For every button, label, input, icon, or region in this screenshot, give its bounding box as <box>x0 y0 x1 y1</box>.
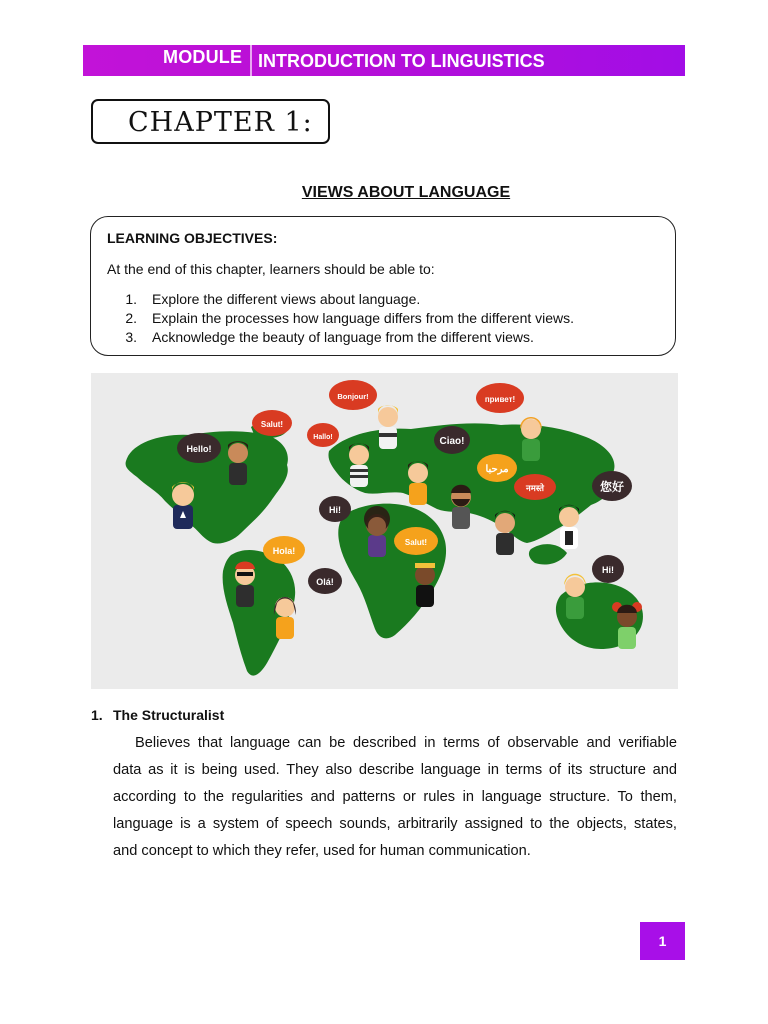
paragraph-line: Believes that language can be described in terms of observable and verifiable <box>135 735 677 751</box>
chapter-label: CHAPTER 1: <box>128 107 313 138</box>
greeting-hi-bubble: Hi! <box>602 565 614 575</box>
module-banner <box>83 45 685 76</box>
section-heading-text: The Structuralist <box>113 707 225 723</box>
greeting-marhaba-bubble: مرحبا <box>485 464 509 475</box>
greeting-hello-bubble: Hello! <box>186 444 212 454</box>
paragraph-line: data as it is being used. They also describe language in terms of its structure and <box>113 762 677 778</box>
objective-item <box>107 328 574 347</box>
paragraph-line: language is a system of speech sounds, arbitrarily assigned to the objects, states, <box>113 816 677 832</box>
greeting-hi-bubble: Hi! <box>329 505 341 515</box>
module-label: MODULE <box>163 47 243 67</box>
objective-text: Explain the processes how language differs from the different views. <box>152 310 575 326</box>
greeting-ciao-bubble: Ciao! <box>439 436 465 447</box>
greeting-namaste-bubble: नमस्ते <box>526 483 544 493</box>
greeting-salut-bubble: Salut! <box>404 538 428 547</box>
paragraph-line: according to the regularities and patterns or rules in language structure. To them, <box>113 789 677 805</box>
chapter-box <box>91 99 330 144</box>
objective-number: 3. <box>125 329 137 345</box>
section-number: 1. <box>91 707 103 723</box>
learning-objectives-box <box>90 216 676 356</box>
page-number: 1 <box>640 922 685 960</box>
objective-text: Explore the different views about language. <box>152 291 421 307</box>
course-title: INTRODUCTION TO LINGUISTICS <box>258 51 545 71</box>
objectives-list <box>107 290 574 347</box>
world-languages-illustration <box>91 373 678 689</box>
objectives-intro: At the end of this chapter, learners should be able to: <box>107 261 435 277</box>
banner-divider <box>250 45 252 76</box>
objectives-heading: LEARNING OBJECTIVES: <box>107 230 278 246</box>
world-map-graphic <box>91 373 678 689</box>
objective-text: Acknowledge the beauty of language from the different views. <box>152 329 534 345</box>
greeting-bonjour-bubble: Bonjour! <box>337 392 369 401</box>
objective-number: 2. <box>125 310 137 326</box>
section-title-text: VIEWS ABOUT LANGUAGE <box>301 184 511 201</box>
objective-number: 1. <box>125 291 137 307</box>
objective-item <box>107 309 574 328</box>
section-heading-structuralist <box>91 707 224 723</box>
greeting-ninhao-bubble: 您好 <box>599 480 625 494</box>
structuralist-paragraph <box>113 730 677 865</box>
greeting-ola-bubble: Olá! <box>316 577 334 587</box>
section-title <box>0 184 768 202</box>
greeting-salut-bubble: Salut! <box>260 420 284 429</box>
greeting-hola-bubble: Hola! <box>272 546 296 556</box>
greeting-privet-bubble: привет! <box>484 395 516 404</box>
greeting-hallo-bubble: Hallo! <box>313 434 333 441</box>
objective-item <box>107 290 574 309</box>
paragraph-line: and concept to which they refer, used for human communication. <box>113 843 531 859</box>
